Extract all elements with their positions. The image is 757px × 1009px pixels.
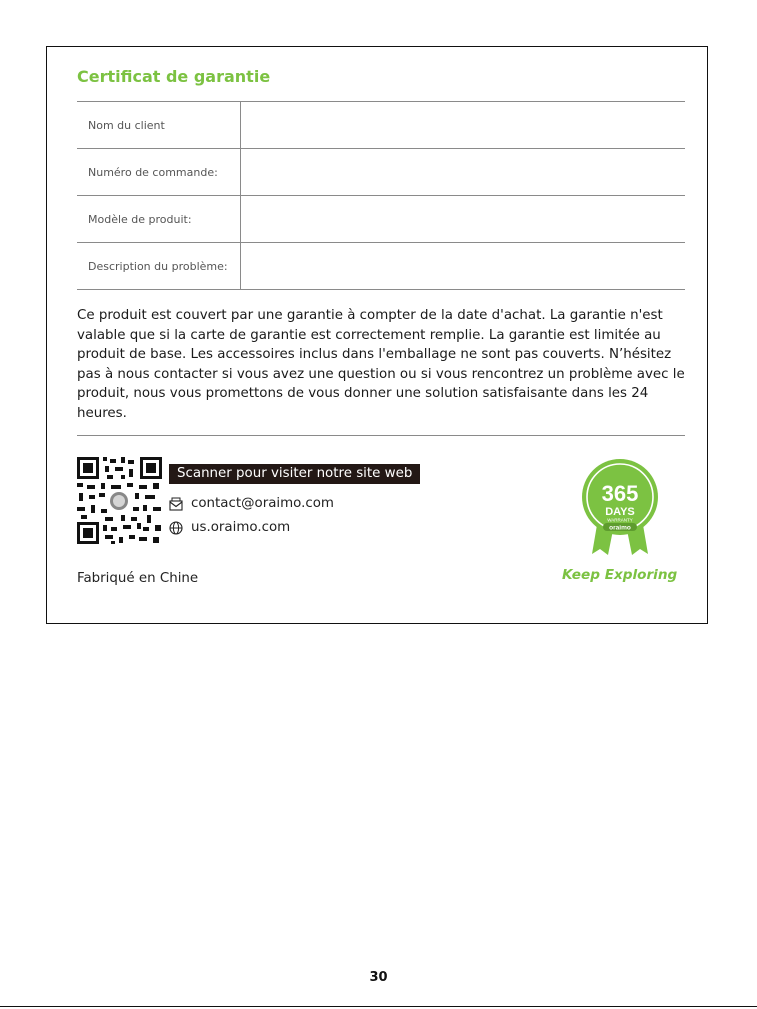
globe-icon — [169, 521, 183, 535]
badge-number: 365 — [601, 481, 639, 506]
problem-description-field[interactable] — [240, 243, 685, 289]
slogan: Keep Exploring — [562, 567, 678, 583]
form-row-order-number — [77, 148, 685, 195]
email-row[interactable] — [169, 496, 334, 511]
warranty-form — [77, 101, 685, 290]
warranty-badge — [580, 457, 660, 557]
warranty-card — [46, 46, 708, 624]
email-link[interactable]: contact@oraimo.com — [191, 496, 334, 511]
field-label: Nom du client — [88, 118, 165, 132]
website-row[interactable] — [169, 520, 290, 535]
scan-label: Scanner pour visiter notre site web — [169, 464, 420, 484]
field-label: Numéro de commande: — [88, 165, 218, 179]
bottom-rule — [0, 1006, 757, 1007]
warranty-terms: Ce produit est couvert par une garantie à compter de la date d'achat. La garantie n'est valable que si la carte de garantie est correctement remplie. La garantie est limitée au produit de base. Les accessoires inclus dans l'emballage ne sont pas couverts. N’hésitez pas à nous contacter si vous avez une question ou si vous rencontrez un problème avec le produit, nous vous promettons de vous donner une solution satisfaisante dans les 24 heures. — [77, 308, 685, 421]
badge-unit: DAYS — [605, 506, 635, 518]
form-row-problem-description — [77, 242, 685, 290]
badge-sub: WARRANTY — [607, 517, 633, 523]
email-icon — [169, 497, 183, 511]
made-in-label: Fabriqué en Chine — [77, 571, 199, 586]
divider — [77, 435, 685, 436]
page-number: 30 — [369, 970, 388, 985]
website-link[interactable]: us.oraimo.com — [191, 520, 291, 535]
badge-brand: oraimo — [609, 524, 631, 532]
field-label: Modèle de produit: — [88, 212, 192, 226]
certificate-title: Certificat de garantie — [77, 67, 271, 86]
customer-name-field[interactable] — [240, 102, 685, 148]
order-number-field[interactable] — [240, 149, 685, 195]
field-label: Description du problème: — [88, 259, 228, 273]
qr-code[interactable] — [77, 457, 162, 544]
form-row-product-model — [77, 195, 685, 242]
product-model-field[interactable] — [240, 196, 685, 242]
form-row-customer-name — [77, 101, 685, 148]
